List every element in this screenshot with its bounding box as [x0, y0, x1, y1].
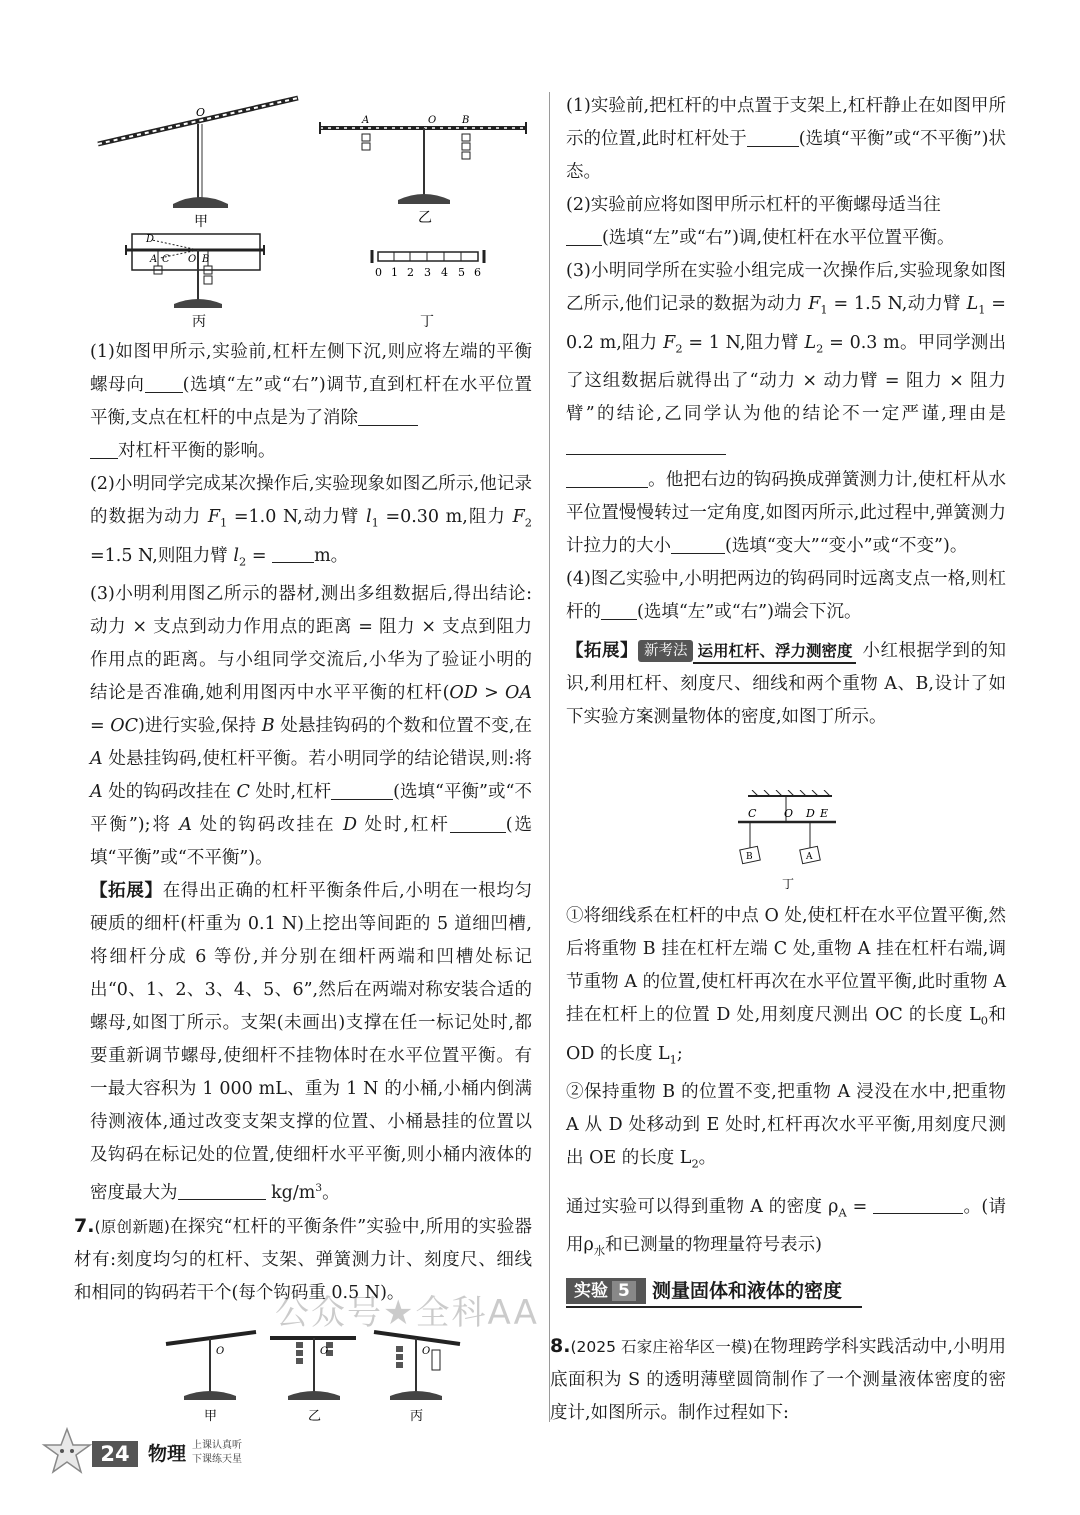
jia-caption: 甲 [194, 214, 208, 230]
ding-tick-4: 4 [441, 266, 448, 279]
q7-4-blank[interactable] [601, 601, 637, 620]
q7-ext-result: 通过实验可以得到重物 A 的密度 $\rho_A$ = 。(请用$\rho_水$和已测量的物理量符号表示) [566, 1196, 1007, 1258]
q6-3-blank-d[interactable] [450, 814, 506, 833]
q7-jia-caption: 甲 [204, 1409, 218, 1424]
q7-1-blank[interactable] [747, 128, 799, 147]
ding-right-caption: 丁 [782, 877, 795, 891]
figure-jia-tilted-lever [98, 98, 298, 208]
q7-fig-yi [270, 1338, 356, 1424]
bing-C-label: C [162, 254, 170, 265]
right-column [566, 90, 1006, 734]
ding-tick-3: 3 [424, 266, 431, 279]
ding-tick-5: 5 [458, 266, 465, 279]
ding-D-label: D [806, 807, 815, 820]
ding-B-label: B [746, 852, 753, 862]
q7-part2: (2)实验前应将如图甲所示杠杆的平衡螺母适当往 (选填“左”或“右”)调,使杠杆在水平位置平衡。 [566, 195, 955, 248]
section-banner-experiment-5 [566, 1276, 862, 1308]
figure-q7-levers [160, 1328, 480, 1428]
mascot-icon [40, 1425, 94, 1481]
q7-part3: (3)小明同学所在实验小组完成一次操作后,实验现象如图乙所示,他们记录的数据为动力 $F_1 = 1.5$ N,动力臂 $L_1 = 0.2$ m,阻力 $F_2 = 1$ N,阻力臂 $L_2 = 0.3$ m。甲同学测出了这组数据后就得出了“动力 × 动力臂 = 阻力 × 阻力臂”的结论,乙同学认为他的结论不一定严谨,理由是 。他把右边的钩码换成弹簧测力计,使杠杆从水平位置慢慢转过一定角度,如图丙所示,此过程中,弹簧测力计拉力的大小 (选填“变大”“变小”或“不变”)。 [566, 261, 1006, 556]
q7-bing-caption: 丙 [410, 1409, 424, 1424]
q7-ext-blank-density[interactable] [873, 1196, 963, 1215]
q6-extension: 【拓展】在得出正确的杠杆平衡条件后,小明在一根均匀硬质的细杆(杆重为 0.1 N)上挖出等间距的 5 道细凹槽,将细杆分成 6 等份,并分别在细杆两端和凹槽处标记出“0、1、2、3、4、5、6”,然后在两端对称安装合适的螺母,如图丁所示。支架(未画出)支撑在任一标记处时,都要重新调节螺母,使细杆不挂物体时在水平位置平衡。有一最大容积为 1 000 mL、重为 1 N 的小桶,小桶内倒满待测液体,通过改变支架支撑的位置、小桶悬挂的位置以及钩码在标记处的位置,使细杆水平平衡,则小桶内液体的密度最大为 $kg/m^3$。 [90, 881, 533, 1203]
ding-O-label: O [784, 807, 794, 820]
q6-1-blank-direction[interactable] [145, 374, 183, 393]
q6-3-blank-c[interactable] [331, 781, 393, 800]
bing-caption: 丙 [192, 314, 206, 330]
q7-2-blank[interactable] [566, 227, 602, 246]
page-footer [40, 1425, 300, 1485]
ding-caption: 丁 [420, 314, 434, 330]
figure-bing-lever-frame [126, 234, 264, 308]
q7-yi-caption: 乙 [308, 1409, 322, 1424]
q7-fig-bing [374, 1332, 460, 1424]
page-number: 24 [92, 1441, 138, 1467]
q7-part4: (4)图乙实验中,小明把两边的钩码同时远离支点一格,则杠杆的 (选填“左”或“右”)端会下沉。 [566, 569, 1006, 622]
bing-B-label: B [202, 254, 210, 265]
q6-part2: (2)小明同学完成某次操作后,实验现象如图乙所示,他记录的数据为动力 $F_1 =1.0$ N,动力臂 $l_1 =0.30$ m,阻力 $F_2 =1.5$ N,则阻力臂 $l_2 = m$。 [90, 474, 532, 568]
yi-O-label: O [428, 115, 437, 126]
ding-E-label: E [820, 807, 829, 820]
ding-tick-0: 0 [375, 266, 382, 279]
figure-yi-balanced-lever [320, 115, 526, 204]
q7-yi-O: O [320, 1346, 329, 1357]
q7-part1: (1)实验前,把杠杆的中点置于支架上,杠杆静止在如图甲所示的位置,此时杠杆处于 (选填“平衡”或“不平衡”)状态。 [566, 96, 1006, 182]
watermark: 公众号★全科AA [275, 1293, 539, 1333]
q7-jia-O: O [216, 1346, 225, 1357]
q7-3-blank-force[interactable] [671, 535, 725, 554]
jia-pivot-label: O [196, 106, 206, 119]
bing-A-label: A [150, 254, 158, 265]
figure-right-ding-density [728, 790, 868, 894]
figure-lever-setups-top [88, 86, 528, 336]
q7-fig-jia [166, 1332, 256, 1424]
subject-label: 物理 [148, 1443, 187, 1465]
new-method-badge: 新考法 [638, 640, 694, 662]
q6-part3: (3)小明利用图乙所示的器材,测出多组数据后,得出结论:动力 × 支点到动力作用点的距离 = 阻力 × 支点到阻力作用点的距离。与小组同学交流后,小华为了验证小明的结论是否准确,她利用图丙中水平平衡的杠杆(OD > OA = OC)进行实验,保持 B 处悬挂钩码的个数和位置不变,在 A 处悬挂钩码,使杠杆平衡。若小明同学的结论错误,则:将 A 处的钩码改挂在 C 处时,杠杆 (选填“平衡”或“不平衡”);将 A 处的钩码改挂在 D 处时,杠杆 (选填“平衡”或“不平衡”)。 [90, 584, 533, 868]
right-column-steps [566, 900, 1006, 1268]
q6-1-blank-factor[interactable] [358, 407, 418, 426]
q6-ext-blank-density[interactable] [178, 1182, 266, 1201]
q8-stem: 8.(2025 石家庄裕华区一模)在物理跨学科实践活动中,小明用底面积为 S 的透明薄壁圆筒制作了一个测量液体密度的密度计,如图所示。制作过程如下: [550, 1335, 1007, 1423]
yi-B-label: B [462, 115, 470, 126]
left-column [74, 336, 533, 1310]
figure-ding-graduated-stick [372, 250, 484, 279]
slogan: 上课认真听 下课练天星 [192, 1440, 242, 1465]
ding-tick-2: 2 [407, 266, 414, 279]
q6-2-blank-arm[interactable] [272, 545, 314, 564]
q7-stem: 7.(原创新题)在探究“杠杆的平衡条件”实验中,所用的实验器材有:刻度均匀的杠杆、支架、弹簧测力计、刻度尺、细线和相同的钩码若干个(每个钩码重 0.5 N)。 [74, 1214, 532, 1303]
section-badge: 实验 5 [566, 1278, 646, 1304]
ding-C-label: C [748, 807, 757, 820]
bing-O-label: O [188, 254, 197, 265]
q8-block [550, 1330, 1007, 1430]
q7-3-blank-reason[interactable] [566, 436, 726, 455]
ding-tick-6: 6 [474, 266, 481, 279]
q6-part1: (1)如图甲所示,实验前,杠杆左侧下沉,则应将左端的平衡螺母向 (选填“左”或“右”)调节,直到杠杆在水平位置平衡,支点在杠杆的中点是为了消除 对杠杆平衡的影响。 [90, 342, 532, 461]
column-divider [549, 92, 550, 1422]
yi-caption: 乙 [418, 210, 432, 226]
section-title: 测量固体和液体的密度 [652, 1280, 843, 1302]
yi-A-label: A [362, 115, 370, 126]
q7-ext-step1: ①将细线系在杠杆的中点 O 处,使杠杆在水平位置平衡,然后将重物 B 挂在杠杆左端 C 处,重物 A 挂在杠杆右端,调节重物 A 的位置,使杠杆再次在水平位置平衡,此时重物 A 挂在杠杆上的位置 D 处,用刻度尺测出 OC 的长度 $L_0$和 OD 的长度 $L_1$; [566, 906, 1007, 1066]
q7-extension: 【拓展】 新考法 运用杠杆、浮力测密度 小红根据学到的知识,利用杠杆、刻度尺、细线和两个重物 A、B,设计了如下实验方案测量物体的密度,如图丁所示。 [566, 641, 1006, 727]
q7-ext-step2: ②保持重物 B 的位置不变,把重物 A 浸没在水中,把重物 A 从 D 处移动到 E 处时,杠杆再次水平平衡,用刻度尺测出 OE 的长度 $L_2$。 [566, 1082, 1006, 1171]
bing-D-label: D [146, 234, 155, 245]
ding-tick-1: 1 [391, 266, 398, 279]
new-method-title: 运用杠杆、浮力测密度 [693, 640, 856, 664]
ding-A-label: A [806, 852, 813, 862]
q7-bing-O: O [422, 1346, 431, 1357]
